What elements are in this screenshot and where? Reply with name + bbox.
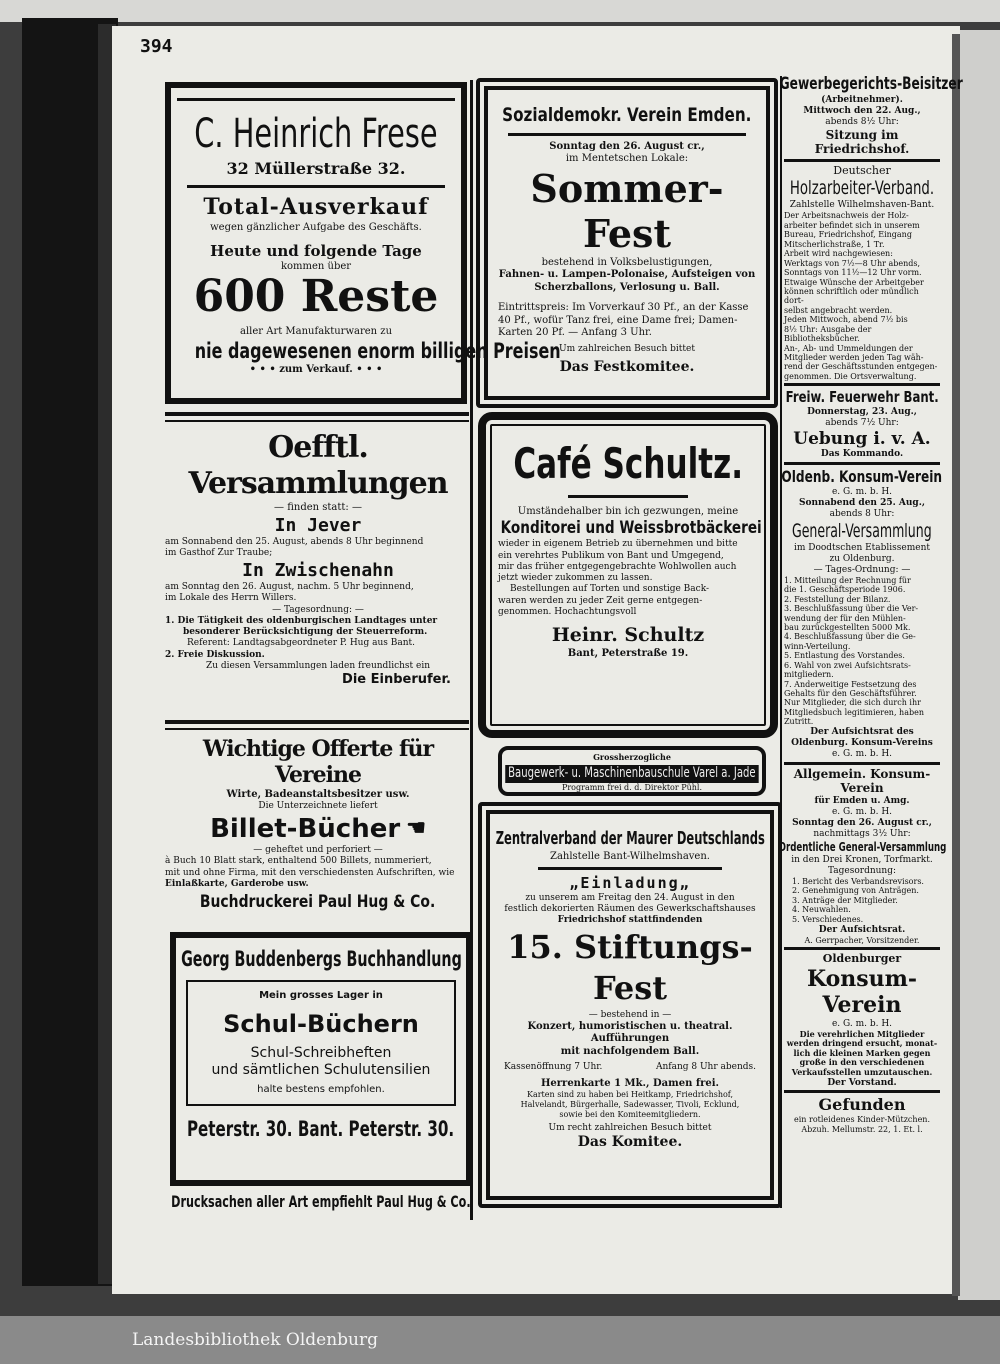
maurer-l6: Karten sind zu haben bei Heitkamp, Friedrichshof, (526, 1090, 734, 1100)
ak-items (784, 877, 940, 925)
ok-place2: zu Oldenburg. (829, 553, 895, 564)
maurer-l2: festlich dekorierten Räumen des Gewerkschaftshauses (504, 904, 756, 914)
ak-time: nachmittags 3½ Uhr: (813, 828, 911, 839)
ak-agenda-item: 3. Anträge der Mitglieder. (792, 895, 898, 905)
budd-l3: und sämtlichen Schulutensilien (211, 1062, 431, 1079)
hv-title: Holzarbeiter-Verband. (789, 177, 935, 200)
vers-sign: Die Einberufer. (342, 672, 451, 687)
hv-lines (784, 211, 940, 381)
okv-pre: Oldenburger (822, 952, 902, 966)
okv-line: große in den verschiedenen (799, 1057, 925, 1068)
ak-agenda-item: 1. Bericht des Verbandsrevisors. (792, 876, 924, 886)
ak-sub: für Emden u. Amg. (814, 795, 910, 806)
off-sub: Wirte, Badeanstaltsbesitzer usw. (226, 788, 410, 800)
verein-desc3: Scherzballons, Verlosung u. Ball. (534, 281, 720, 293)
verein-invite: Um zahlreichen Besuch bittet (559, 343, 695, 354)
okv-line: Verkaufsstellen umzutauschen. (791, 1066, 933, 1077)
vers-item2: 2. Freie Diskussion. (165, 649, 265, 660)
verein-big: Sommer-Fest (530, 165, 724, 257)
maurer-kasse: Kassenöffnung 7 Uhr. (504, 1062, 603, 1073)
verein-price3: Karten 20 Pf. — Anfang 3 Uhr. (498, 327, 652, 339)
fw-sign: Das Kommando. (820, 449, 904, 460)
ok-sign3: e. G. m. b. H. (831, 748, 893, 759)
ok-agenda-item: bau zurückgestellten 5000 Mk. (784, 622, 911, 632)
okv-lines (784, 1030, 940, 1078)
ak-agenda-item: 4. Neuwahlen. (792, 905, 851, 915)
ak-place: in den Drei Kronen, Torfmarkt. (791, 854, 933, 865)
off-l1: à Buch 10 Blatt stark, enthaltend 500 Billets, nummeriert, (165, 856, 432, 867)
ak-agenda-item: 2. Genehmigung von Anträgen. (792, 886, 919, 896)
frese-line2: nie dagewesenen enorm billigen Preisen (194, 339, 561, 364)
drucksachen-text: Drucksachen aller Art empfiehlt Paul Hug & Co. (171, 1192, 471, 1211)
ok-agenda-item: Nur Mitglieder, die sich durch ihr (784, 698, 921, 708)
cafe-p2: wieder in eigenem Betrieb zu übernehmen und bitte (498, 539, 738, 550)
ak-date: Sonntag den 26. August cr., (792, 817, 932, 828)
ak-to: Tagesordnung: (827, 865, 897, 876)
vers-item1a: 1. Die Tätigkeit des oldenburgischen Landtages unter (165, 615, 438, 626)
ok-agenda-item: 4. Beschlußfassung über die Ge- (784, 632, 916, 642)
ok-agenda-item: 6. Wahl von zwei Aufsichtsrats- (784, 660, 911, 670)
maurer-l8: sowie bei den Komiteemitgliedern. (559, 1110, 701, 1120)
hv-pre: Deutscher (833, 163, 891, 177)
hv-line: Bureau, Friedrichshof, Eingang (784, 230, 912, 240)
cafe-big: Konditorei und Weissbrotbäckerei (500, 518, 762, 538)
frese-line3: • • • zum Verkauf. • • • (249, 364, 383, 376)
ok-agenda-item: winn-Verteilung. (784, 641, 851, 651)
hv-line: Etwaige Wünsche der Arbeitgeber (784, 277, 924, 287)
fw-title: Freiw. Feuerwehr Bant. (785, 388, 939, 407)
ad-offerte (165, 736, 471, 926)
gb-time: abends 8½ Uhr: (825, 116, 899, 127)
vers-title: Oefftl. Versammlungen (188, 430, 448, 501)
verein-title: Sozialdemokr. Verein Emden. (502, 104, 752, 126)
ak-title: Allgemein. Konsum-Verein (793, 766, 931, 796)
verein-place: im Mentetschen Lokale: (565, 153, 689, 165)
ad-maurer (478, 802, 782, 1208)
vers-finden: — finden statt: — (274, 502, 362, 513)
okv-title: Konsum-Verein (806, 965, 918, 1019)
scanner-top-edge (0, 0, 1000, 22)
cafe-addr: Bant, Peterstraße 19. (567, 647, 689, 659)
ok-agenda-item: Zutritt. (784, 717, 814, 727)
gb-date: Mittwoch den 22. Aug., (803, 105, 921, 116)
maurer-sign: Das Komitee. (577, 1134, 683, 1151)
off-sign: Buchdruckerei Paul Hug & Co. (200, 892, 436, 913)
hv-line: können schriftlich oder mündlich dort- (784, 286, 919, 306)
off-l3: Einlaßkarte, Garderobe usw. (165, 878, 309, 889)
ok-time: abends 8 Uhr: (829, 508, 895, 519)
okv-sign: Der Vorstand. (827, 1077, 897, 1088)
rule-col1-d (165, 728, 469, 730)
ok-sign1: Der Aufsichtsrat des (810, 726, 914, 737)
frese-headline: Total-Ausverkauf (203, 194, 429, 220)
page-gutter-shadow (952, 34, 960, 1296)
maurer-l5: mit nachfolgendem Ball. (560, 1045, 700, 1057)
frese-reason: wegen gänzlicher Aufgabe des Geschäfts. (210, 221, 422, 233)
vers-item1c: Referent: Landtagsabgeordneter P. Hug aus Bant. (187, 638, 415, 649)
vers-zw-l1: am Sonntag den 26. August, nachm. 5 Uhr beginnend, (165, 582, 414, 592)
bau-main: Baugewerk- u. Maschinenbauschule Varel a. Jade (505, 765, 758, 783)
ak-sign: Der Aufsichtsrat. (818, 924, 906, 935)
frese-address: 32 Müllerstraße 32. (226, 159, 406, 178)
frese-line1: aller Art Manufakturwaren zu (239, 325, 393, 337)
rule-col1-b (165, 420, 469, 422)
fw-time: abends 7½ Uhr: (825, 417, 899, 428)
okv-sub: e. G. m. b. H. (831, 1018, 893, 1029)
verein-date: Sonntag den 26. August cr., (549, 140, 705, 152)
cafe-p7: waren werden zu jeder Zeit gerne entgegen- (498, 595, 703, 606)
hv-line: Der Arbeitsnachweis der Holz- (784, 211, 909, 221)
gef-l2: Abzuh. Mellumstr. 22, 1. Et. l. (801, 1124, 923, 1134)
cafe-p6: Bestellungen auf Torten und sonstige Back- (510, 584, 710, 595)
cafe-p1: Umständehalber bin ich gezwungen, meine (517, 505, 739, 517)
okv-line: lich die kleinen Marken gegen (793, 1047, 931, 1058)
okv-line: werden dringend ersucht, monat- (786, 1038, 938, 1049)
hv-line: rend der Geschäftsstunden entgegen- (784, 362, 938, 372)
ad-baugewerk (498, 746, 766, 796)
verein-desc1: bestehend in Volksbelustigungen, (541, 256, 713, 268)
vers-jever-l2: im Gasthof Zur Traube; (165, 548, 273, 559)
off-liefert: Die Unterzeichnete liefert (258, 801, 378, 812)
ok-to: — Tages-Ordnung: — (813, 564, 911, 575)
verein-price2: 40 Pf., wofür Tanz frei, eine Dame frei; Damen- (498, 314, 738, 326)
budd-l1: Mein grosses Lager in (259, 990, 383, 1002)
maurer-invite: Um recht zahlreichen Besuch bittet (548, 1123, 712, 1134)
budd-l2: Schul-Schreibheften (250, 1044, 392, 1061)
hv-line: genommen. Die Ortsverwaltung. (784, 371, 917, 381)
hv-line: Werktags von 7½—8 Uhr abends, (784, 258, 921, 268)
frese-days: Heute und folgende Tage (210, 242, 422, 260)
hv-line: An-, Ab- und Ummeldungen der (784, 343, 913, 353)
hv-line: 8½ Uhr: Ausgabe der (784, 324, 872, 334)
vers-to: — Tagesordnung: — (272, 604, 364, 615)
vers-item1b: besonderer Berücksichtigung der Steuerreform. (183, 627, 428, 637)
hv-line: Bibliotheksbücher. (784, 334, 860, 344)
ok-agenda-item: 5. Entlastung des Vorstandes. (784, 651, 905, 661)
budd-big: Schul-Büchern (223, 1009, 419, 1038)
rule-col1-a (165, 412, 469, 416)
ok-items (784, 576, 940, 727)
ad-frese (165, 82, 561, 404)
off-l2: mit und ohne Firma, mit den verschiedensten Aufschriften, wie (165, 867, 455, 878)
ok-agenda-item: Mitgliedsbuch legitimieren, haben (784, 707, 924, 717)
rule-col1-c (165, 720, 469, 724)
ok-agenda-item: 3. Beschlußfassung über die Ver- (784, 604, 919, 614)
ak-sub2: e. G. m. b. H. (831, 806, 893, 817)
vers-jever: In Jever (274, 514, 362, 536)
off-title: Wichtige Offerte für Vereine (202, 736, 434, 789)
gef-title: Gefunden (818, 1095, 906, 1115)
ad-versammlungen (165, 430, 471, 718)
fw-big: Uebung i. v. A. (793, 428, 931, 449)
ok-agenda-item: 2. Feststellung der Bilanz. (784, 594, 891, 604)
vers-jever-l1: am Sonnabend den 25. August, abends 8 Uhr beginnend (165, 537, 424, 547)
off-gehef: — geheftet und perforiert — (253, 845, 383, 856)
verein-sign: Das Festkomitee. (559, 359, 695, 376)
ad-cafe-schultz (478, 412, 778, 738)
ok-agenda-item: mitgliedern. (784, 670, 834, 680)
maurer-title: Zentralverband der Maurer Deutschlands (495, 828, 765, 849)
ad-buddenberg (170, 932, 472, 1186)
cafe-p3: ein verehrtes Publikum von Bant und Umgegend, (498, 550, 724, 561)
ok-sub: e. G. m. b. H. (831, 486, 893, 497)
hv-sub: Zahlstelle Wilhelmshaven-Bant. (789, 200, 935, 211)
ok-date: Sonnabend den 25. Aug., (799, 497, 925, 508)
maurer-l3: Friedrichshof stattfindenden (557, 915, 703, 926)
cafe-p5: jetzt wieder zukommen zu lassen. (498, 573, 653, 583)
gb-sub: (Arbeitnehmer). (821, 94, 903, 105)
maurer-sub: Zahlstelle Bant-Wilhelmshaven. (550, 850, 710, 862)
vers-zw-l2: im Lokale des Herrn Willers. (165, 593, 297, 604)
budd-addr: Peterstr. 30. Bant. Peterstr. 30. (187, 1117, 455, 1142)
page-number: 394 (140, 36, 173, 57)
okv-line: Die verehrlichen Mitglieder (799, 1028, 925, 1039)
ad-verein-emden (476, 78, 778, 408)
hv-line: Sonntags von 11½—12 Uhr vorm. (784, 268, 922, 278)
hv-line: Jeden Mittwoch, abend 7½ bis (784, 315, 908, 325)
frese-big: 600 Reste (193, 271, 439, 323)
maurer-herren: Herrenkarte 1 Mk., Damen frei. (540, 1077, 720, 1089)
pointing-hand-icon: ☚ (406, 815, 426, 842)
cafe-p4: mir das früher entgegengebrachte Wohlwollen auch (498, 561, 737, 572)
maurer-l1: zu unserem am Freitag den 24. August in den (525, 892, 735, 903)
hv-line: Mitglieder werden jeden Tag wäh- (784, 353, 924, 362)
maurer-best: — bestehend in — (588, 1009, 672, 1020)
cafe-sign: Heinr. Schultz (551, 624, 705, 646)
vers-invite: Zu diesen Versammlungen laden freundlichst ein (205, 660, 431, 671)
gef-l1: ein rotleidenes Kinder-Mützchen. (794, 1114, 930, 1124)
maurer-big: 15. Stiftungs-Fest (507, 927, 753, 1008)
ok-agenda-item: die 1. Geschäftsperiode 1906. (784, 585, 906, 595)
bau-top: Grossherzogliche (593, 752, 671, 762)
library-footer (0, 1316, 1000, 1364)
bau-sub: Programm frei d. d. Direktor Pühl. (561, 782, 703, 792)
budd-l4: halte bestens empfohlen. (257, 1083, 385, 1095)
ok-title: Oldenb. Konsum-Verein (781, 467, 943, 487)
verein-desc2: Fahnen- u. Lampen-Polonaise, Aufsteigen von (498, 269, 756, 281)
gb-place: Sitzung im Friedrichshof. (814, 127, 910, 157)
cafe-title: Café Schultz. (513, 439, 743, 488)
ok-agenda-item: 7. Anderweitige Festsetzung des (784, 679, 917, 689)
frese-name: C. Heinrich Frese (194, 111, 438, 157)
next-page-edge (958, 30, 1000, 1300)
maurer-l7: Halvelandt, Bürgerhalle, Sadewasser, Tivoli, Ecklund, (520, 1100, 740, 1110)
ak-sign2: A. Gerrpacher, Vorsitzender. (804, 935, 920, 945)
hv-line: arbeiter befindet sich in unserem (784, 220, 920, 230)
ok-agenda-item: Gehalts für den Geschäftsführer. (784, 689, 917, 698)
maurer-anfang: Anfang 8 Uhr abends. (655, 1062, 756, 1073)
ok-place: im Doodtschen Etablissement (793, 542, 931, 553)
hv-line: selbst angebracht werden. (784, 305, 893, 315)
maurer-einl: „Einladung„ (569, 874, 691, 892)
ok-agenda-item: wendung der für den Mühlen- (784, 613, 906, 623)
hv-line: Mitscherlichstraße, 1 Tr. (784, 239, 885, 249)
budd-title: Georg Buddenbergs Buchhandlung (180, 947, 462, 971)
gb-title: Gewerbegerichts-Beisitzer (779, 74, 963, 94)
off-big: Billet-Bücher (210, 813, 401, 844)
ak-big: Ordentliche General-Versammlung (778, 839, 946, 854)
ak-agenda-item: 5. Verschiedenes. (792, 915, 864, 925)
hv-line: Arbeit wird nachgewiesen: (784, 249, 893, 259)
frese-kommen: kommen über (280, 260, 352, 272)
vers-zw: In Zwischenahn (242, 559, 394, 581)
ad-drucksachen (165, 1192, 477, 1214)
maurer-l4: Konzert, humoristischen u. theatral. Aufführungen (527, 1020, 733, 1045)
ok-sign2: Oldenburg. Konsum-Vereins (791, 737, 933, 748)
ok-big: General-Versammlung (792, 519, 932, 542)
library-name: Landesbibliothek Oldenburg (132, 1330, 379, 1350)
fw-date: Donnerstag, 23. Aug., (807, 406, 917, 417)
ok-agenda-item: 1. Mitteilung der Rechnung für (784, 575, 911, 585)
verein-price1: Eintrittspreis: Im Vorverkauf 30 Pf., an der Kasse (498, 302, 749, 314)
column-3-notices (778, 74, 963, 1204)
cafe-p8: genommen. Hochachtungsvoll (498, 606, 637, 617)
